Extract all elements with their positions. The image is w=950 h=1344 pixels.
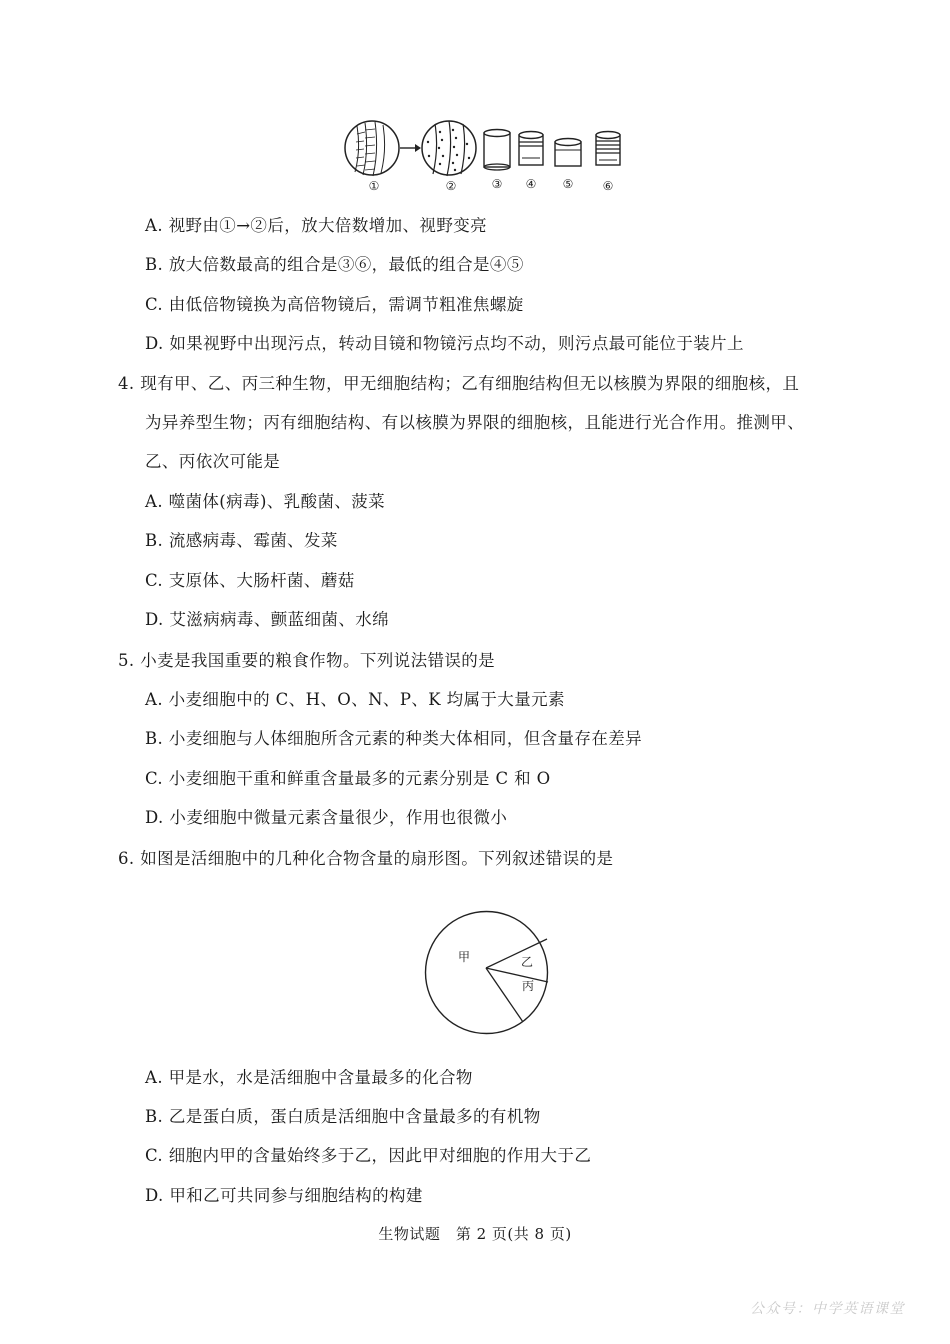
- q6-option-d: D. 甲和乙可共同参与细胞结构的构建: [145, 1186, 423, 1205]
- q5-option-d: D. 小麦细胞中微量元素含量很少，作用也很微小: [145, 808, 508, 827]
- microscope-figure: [343, 120, 633, 196]
- arrow-icon: [400, 144, 421, 152]
- pie-divider-2: [486, 968, 548, 982]
- eyepiece-lens-5-icon: [555, 139, 581, 167]
- q6-stem: 6. 如图是活细胞中的几种化合物含量的扇形图。下列叙述错误的是: [118, 849, 614, 868]
- q4-stem-line-3: 乙、丙依次可能是: [145, 452, 281, 471]
- q4-stem-line-2: 为异养型生物；丙有细胞结构、有以核膜为界限的细胞核，且能进行光合作用。推测甲、: [145, 413, 805, 432]
- pie-divider-3: [486, 968, 523, 1022]
- q6-option-b: B. 乙是蛋白质，蛋白质是活细胞中含量最多的有机物: [145, 1107, 541, 1126]
- figure-label-4: ④: [525, 177, 537, 191]
- q6-option-a: A. 甲是水，水是活细胞中含量最多的化合物: [145, 1068, 473, 1087]
- q6-option-c: C. 细胞内甲的含量始终多于乙，因此甲对细胞的作用大于乙: [145, 1146, 592, 1165]
- objective-lens-6-icon: [596, 132, 620, 166]
- field-of-view-1-icon: [345, 121, 399, 176]
- q4-stem-line-1: 4. 现有甲、乙、丙三种生物，甲无细胞结构；乙有细胞结构但无以核膜为界限的细胞核，且: [118, 374, 800, 393]
- q3-option-b: B. 放大倍数最高的组合是③⑥，最低的组合是④⑤: [145, 255, 524, 274]
- q4-option-d: D. 艾滋病病毒、颤蓝细菌、水绵: [145, 610, 390, 629]
- q4-option-a: A. 噬菌体(病毒)、乳酸菌、菠菜: [145, 492, 386, 511]
- q5-option-b: B. 小麦细胞与人体细胞所含元素的种类大体相同，但含量存在差异: [145, 729, 643, 748]
- figure-label-5: ⑤: [562, 177, 574, 191]
- pie-label-bing: 丙: [522, 979, 535, 993]
- pie-divider-1: [486, 939, 547, 968]
- pie-label-yi: 乙: [521, 955, 534, 969]
- pie-label-jia: 甲: [458, 950, 471, 964]
- q4-option-c: C. 支原体、大肠杆菌、蘑菇: [145, 571, 355, 590]
- figure-label-3: ③: [491, 177, 503, 191]
- watermark: 公众号：中学英语课堂: [750, 1301, 905, 1317]
- field-of-view-2-icon: [422, 121, 476, 176]
- q5-stem: 5. 小麦是我国重要的粮食作物。下列说法错误的是: [118, 651, 496, 670]
- figure-label-2: ②: [445, 179, 457, 193]
- q3-option-c: C. 由低倍物镜换为高倍物镜后，需调节粗准焦螺旋: [145, 295, 524, 314]
- figure-label-1: ①: [368, 179, 380, 193]
- q3-option-d: D. 如果视野中出现污点，转动目镜和物镜污点均不动，则污点最可能位于装片上: [145, 334, 744, 353]
- page-footer: 生物试题 第 2 页(共 8 页): [378, 1225, 572, 1243]
- figure-label-6: ⑥: [602, 179, 614, 193]
- q3-option-a: A. 视野由①→②后，放大倍数增加、视野变亮: [145, 216, 488, 235]
- q4-option-b: B. 流感病毒、霉菌、发菜: [145, 531, 338, 550]
- eyepiece-lens-3-icon: [484, 130, 510, 171]
- objective-lens-4-icon: [519, 132, 543, 166]
- compound-pie-chart: [424, 910, 549, 1035]
- q5-option-c: C. 小麦细胞干重和鲜重含量最多的元素分别是 C 和 O: [145, 769, 551, 788]
- q5-option-a: A. 小麦细胞中的 C、H、O、N、P、K 均属于大量元素: [145, 690, 565, 709]
